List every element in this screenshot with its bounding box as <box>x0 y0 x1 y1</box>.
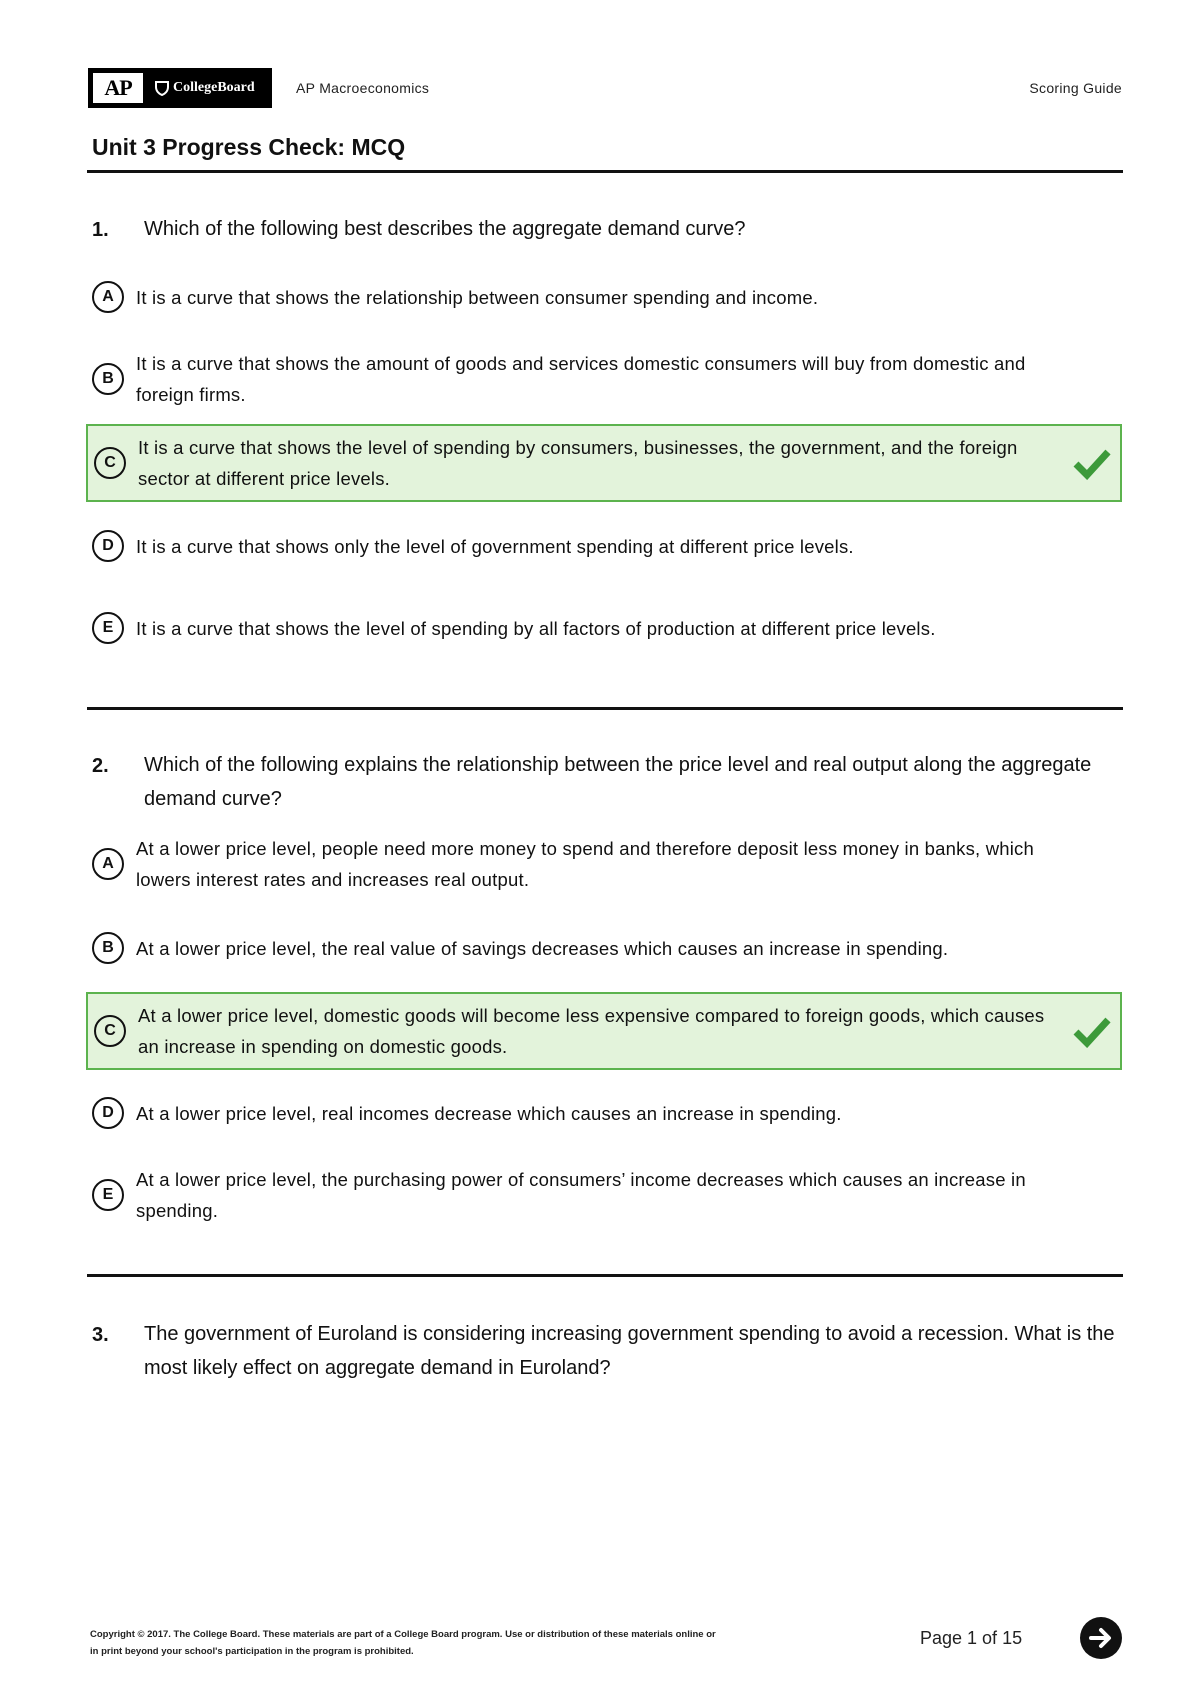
option-bubble[interactable]: C <box>94 447 126 479</box>
option-text: At a lower price level, the purchasing power of consumers’ income decreases which causes an increase in spending. <box>136 1169 1026 1221</box>
option-text: At a lower price level, the real value of savings decreases which causes an increase in spending. <box>136 937 949 959</box>
college-board-wordmark <box>155 80 255 96</box>
question-2-option-c-correct[interactable] <box>86 992 1122 1070</box>
page-indicator: Page 1 of 15 <box>920 1628 1023 1648</box>
header-divider <box>87 170 1123 173</box>
question-1-option-c-correct[interactable] <box>86 424 1122 502</box>
next-page-arrow-icon[interactable] <box>1080 1617 1122 1659</box>
option-text: It is a curve that shows the level of spending by consumers, businesses, the government, and the foreign sector at different price levels. <box>138 437 1018 489</box>
option-bubble[interactable]: D <box>92 1097 124 1129</box>
question-divider <box>87 1274 1123 1277</box>
acorn-icon <box>155 80 169 96</box>
option-text: At a lower price level, real incomes decrease which causes an increase in spending. <box>136 1102 842 1124</box>
subject-label: AP Macroeconomics <box>296 80 430 96</box>
option-bubble[interactable]: A <box>92 848 124 880</box>
option-text: It is a curve that shows the level of spending by all factors of production at different price levels. <box>136 617 936 639</box>
copyright-line-1: Copyright © 2017. The College Board. These materials are part of a College Board program. Use or distribution of these materials online or <box>90 1629 716 1640</box>
option-bubble[interactable]: A <box>92 281 124 313</box>
question-1-option-d[interactable] <box>86 520 1122 572</box>
question-1-option-b[interactable] <box>86 344 1122 414</box>
option-bubble[interactable]: C <box>94 1015 126 1047</box>
question-1-number: 1. <box>92 219 109 241</box>
option-text: At a lower price level, people need more money to spend and therefore deposit less money in banks, which lowers interest rates and increases real output. <box>136 838 1034 890</box>
option-bubble[interactable]: E <box>92 1179 124 1211</box>
option-bubble[interactable]: E <box>92 612 124 644</box>
option-bubble[interactable]: B <box>92 363 124 395</box>
question-2-option-d[interactable] <box>86 1087 1122 1139</box>
question-2-option-a[interactable] <box>86 829 1122 899</box>
question-2-number: 2. <box>92 755 109 777</box>
copyright-line-2: in print beyond your school's participation in the program is prohibited. <box>90 1646 414 1657</box>
ap-logo-mark: AP <box>93 73 143 103</box>
question-2-option-e[interactable] <box>86 1160 1122 1230</box>
question-2-text: Which of the following explains the relationship between the price level and real output along the aggregate demand curve? <box>144 754 1092 810</box>
option-text: It is a curve that shows the amount of goods and services domestic consumers will buy from domestic and foreign firms. <box>136 353 1026 405</box>
question-2-option-b[interactable] <box>86 922 1122 974</box>
option-text: It is a curve that shows the relationship between consumer spending and income. <box>136 286 819 308</box>
question-1-text: Which of the following best describes the aggregate demand curve? <box>144 218 746 240</box>
option-bubble[interactable]: B <box>92 932 124 964</box>
question-3-text: The government of Euroland is considering increasing government spending to avoid a recession. What is the most likely effect on aggregate demand in Euroland? <box>144 1323 1115 1379</box>
checkmark-icon <box>1072 1014 1112 1048</box>
option-text: At a lower price level, domestic goods will become less expensive compared to foreign goods, which causes an increase in spending on domestic goods. <box>138 1005 1045 1057</box>
question-1-option-a[interactable] <box>86 272 1122 322</box>
checkmark-icon <box>1072 446 1112 480</box>
option-bubble[interactable]: D <box>92 530 124 562</box>
question-divider <box>87 707 1123 710</box>
copyright-notice <box>90 1626 770 1660</box>
question-3-number: 3. <box>92 1324 109 1346</box>
ap-college-board-logo <box>88 68 272 108</box>
question-1-option-e[interactable] <box>86 602 1122 654</box>
scoring-guide-label: Scoring Guide <box>1029 80 1122 96</box>
page-title: Unit 3 Progress Check: MCQ <box>92 134 406 160</box>
option-text: It is a curve that shows only the level of government spending at different price levels. <box>136 535 854 557</box>
college-board-text: CollegeBoard <box>173 80 255 95</box>
